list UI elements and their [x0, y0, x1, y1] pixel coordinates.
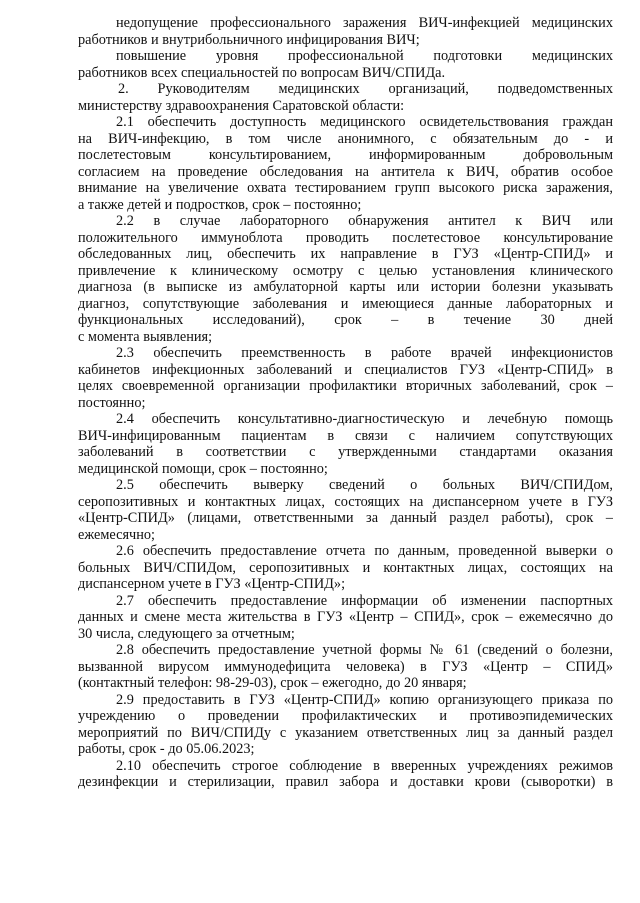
text-line: работников и внутрибольничного инфицирования ВИЧ;	[78, 31, 420, 48]
text-line: (контактный телефон: 98-29-03), срок – ежегодно, до 20 января;	[78, 675, 467, 691]
text-line: ежемесячно;	[78, 526, 156, 543]
text-line: повышение уровня профессиональной подготовки медицинских	[116, 48, 613, 64]
text-line: привлечение к клиническому осмотру с целью установления клинического	[78, 262, 613, 279]
text-line: кабинетов инфекционных заболеваний и специалистов ГУЗ «Центр-СПИД» в	[78, 361, 613, 378]
text-line: недопущение профессионального заражения ВИЧ-инфекцией медицинских	[116, 15, 613, 31]
text-line: заболеваний в соответствии с утвержденными стандартами оказания	[78, 444, 613, 460]
text-line: вызванной вирусом иммунодефицита человека) в ГУЗ «Центр – СПИД»	[78, 658, 613, 675]
text-line: работников всех специальностей по вопросам ВИЧ/СПИДа.	[78, 64, 446, 81]
text-line: 2.2 в случае лабораторного обнаружения антител к ВИЧ или	[116, 213, 613, 229]
text-line: 2.8 обеспечить предоставление учетной формы № 61 (сведений о болезни,	[116, 642, 613, 658]
text-line: 2. Руководителям медицинских организаций, подведомственных	[118, 81, 613, 97]
text-line: а также детей и подростков, срок – постоянно;	[78, 196, 362, 213]
text-line: 2.6 обеспечить предоставление отчета по данным, проведенной выверки о	[116, 543, 613, 559]
text-line: 2.4 обеспечить консультативно-диагностическую и лечебную помощь	[116, 411, 613, 427]
text-line: ВИЧ-инфицированным пациентам в связи с наличием сопутствующих	[78, 427, 613, 444]
text-line: дезинфекции и стерилизации, правил забора и доставки крови (сыворотки) в	[78, 774, 613, 790]
text-line: 2.7 обеспечить предоставление информации об изменении паспортных	[116, 592, 613, 609]
text-line: серопозитивных и контактных лицах, состоящих на диспансерном учете в ГУЗ	[78, 493, 613, 510]
text-line: 2.3 обеспечить преемственность в работе врачей инфекционистов	[116, 345, 613, 361]
text-line: диагноза (в выписке из амбулаторной карты или истории болезни указывать	[78, 279, 613, 295]
text-line: функциональных исследований), срок – в течение 30 дней	[78, 312, 613, 328]
text-line: мероприятий по ВИЧ/СПИДу с указанием ответственных лиц за данный раздел	[78, 724, 613, 741]
text-line: работы, срок - до 05.06.2023;	[78, 741, 255, 757]
text-line: 2.10 обеспечить строгое соблюдение в вверенных учреждениях режимов	[116, 757, 613, 774]
text-line: министерству здравоохранения Саратовской области:	[78, 97, 405, 114]
document-body	[78, 15, 613, 791]
text-line: с момента выявления;	[78, 328, 213, 345]
text-line: больных ВИЧ/СПИДом, серопозитивных и контактных лицах, состоящих на	[78, 559, 613, 576]
text-line: учреждению о проведении профилактических и противоэпидемических	[78, 708, 613, 724]
text-line: целях своевременной организации профилактики вторичных заболеваний, срок –	[78, 378, 613, 394]
text-line: 2.5 обеспечить выверку сведений о больных ВИЧ/СПИДом,	[116, 477, 613, 493]
text-line: на ВИЧ-инфекцию, в том числе анонимного, с обязательным до - и	[78, 130, 613, 147]
text-line: 2.1 обеспечить доступность медицинского освидетельствования граждан	[116, 114, 613, 130]
text-line: диспансерном учете в ГУЗ «Центр-СПИД»;	[78, 576, 346, 592]
text-line: согласием на проведение обследования на антитела к ВИЧ, обратив особое	[78, 163, 613, 180]
text-line: диагноз, сопутствующие заболевания и имеющиеся данные лабораторных и	[78, 295, 613, 312]
text-line: послетестовым консультированием, информированным добровольным	[78, 147, 613, 163]
text-line: постоянно;	[78, 394, 146, 411]
text-line: обследованных лиц, обеспечить их направление в ГУЗ «Центр-СПИД» и	[78, 246, 613, 262]
text-line: данных и смене места жительства в ГУЗ «Центр – СПИД», срок – ежемесячно до	[78, 609, 613, 625]
text-line: 30 числа, следующего за отчетным;	[78, 625, 295, 642]
text-line: внимание на увеличение охвата тестированием групп высокого риска заражения,	[78, 180, 613, 196]
text-line: положительного иммуноблота проводить послетестовое консультирование	[78, 229, 613, 246]
text-line: 2.9 предоставить в ГУЗ «Центр-СПИД» копию организующего приказа по	[116, 691, 613, 708]
text-line: «Центр-СПИД» (лицами, ответственными за данный раздел работы), срок –	[78, 510, 613, 526]
text-line: медицинской помощи, срок – постоянно;	[78, 460, 328, 477]
